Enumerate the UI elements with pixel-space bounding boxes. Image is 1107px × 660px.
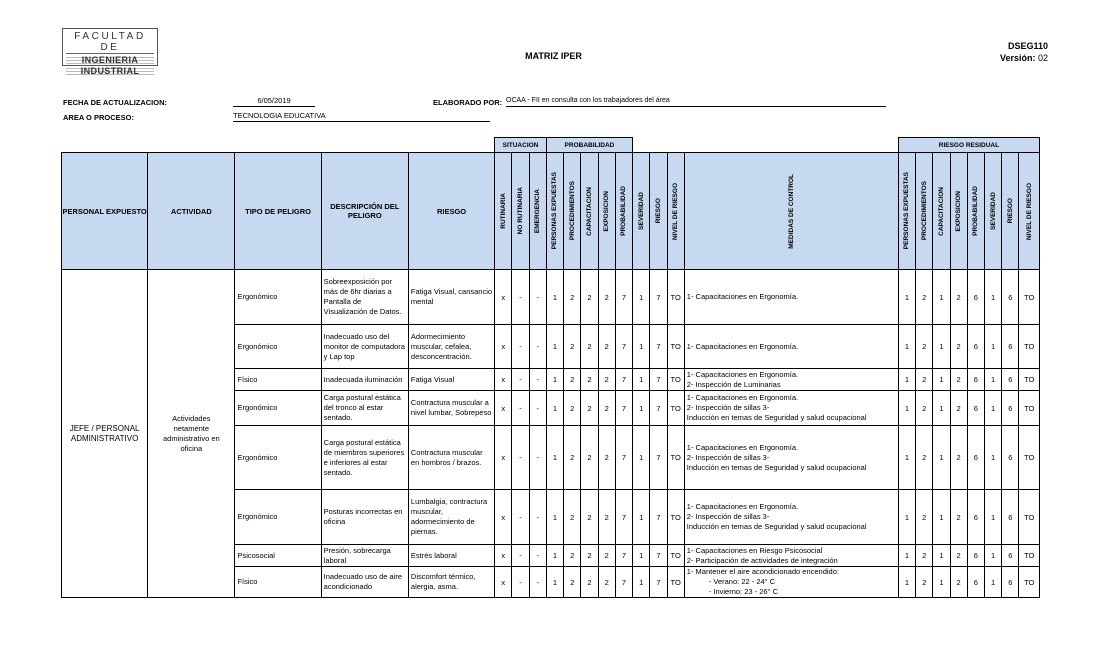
cell-niv: TO bbox=[667, 270, 684, 325]
cell-rie: 7 bbox=[650, 270, 667, 325]
cell-prob: 7 bbox=[615, 369, 632, 391]
cell-r-cap: 1 bbox=[933, 426, 950, 490]
cell-r-prob: 6 bbox=[967, 426, 984, 490]
cell-r-sev: 1 bbox=[984, 369, 1001, 391]
cell-r-pe: 1 bbox=[898, 369, 915, 391]
logo-line-3: INDUSTRIAL bbox=[66, 66, 154, 76]
descripcion-peligro-cell: Inadecuado uso del monitor de computadora y Lap top bbox=[321, 325, 408, 369]
cell-cap: 2 bbox=[581, 369, 598, 391]
cell-proc: 2 bbox=[564, 426, 581, 490]
header-personal-expuesto: PERSONAL EXPUESTO bbox=[62, 153, 148, 270]
medida-line: 1- Capacitaciones en Ergonomía. bbox=[686, 502, 799, 511]
cell-sev: 1 bbox=[633, 490, 650, 545]
cell-emer: - bbox=[529, 369, 546, 391]
cell-r-pe: 1 bbox=[898, 490, 915, 545]
cell-norut: - bbox=[512, 270, 529, 325]
cell-exp: 2 bbox=[598, 426, 615, 490]
iper-matrix-table bbox=[61, 137, 1040, 598]
header-actividad: ACTIVIDAD bbox=[148, 153, 235, 270]
cell-rut: x bbox=[495, 545, 512, 567]
header-tipo-peligro: TIPO DE PELIGRO bbox=[235, 153, 321, 270]
cell-emer: - bbox=[529, 325, 546, 369]
cell-r-proc: 2 bbox=[916, 567, 933, 598]
cell-niv: TO bbox=[667, 369, 684, 391]
cell-rut: x bbox=[495, 567, 512, 598]
cell-cap: 2 bbox=[581, 391, 598, 426]
cell-sev: 1 bbox=[633, 325, 650, 369]
cell-r-sev: 1 bbox=[984, 325, 1001, 369]
cell-r-pe: 1 bbox=[898, 545, 915, 567]
cell-rie: 7 bbox=[650, 369, 667, 391]
cell-norut: - bbox=[512, 325, 529, 369]
cell-rut: x bbox=[495, 391, 512, 426]
cell-rut: x bbox=[495, 325, 512, 369]
header-exposicion: EXPOSICION bbox=[598, 153, 615, 270]
cell-r-sev: 1 bbox=[984, 426, 1001, 490]
cell-r-prob: 6 bbox=[967, 369, 984, 391]
cell-pe: 1 bbox=[546, 391, 563, 426]
medidas-control-cell bbox=[684, 545, 898, 567]
medida-line: 1- Capacitaciones en Ergonomía. bbox=[686, 442, 799, 452]
cell-r-exp: 2 bbox=[950, 490, 967, 545]
group-probabilidad: PROBABILIDAD bbox=[546, 138, 632, 153]
cell-rie: 7 bbox=[650, 490, 667, 545]
cell-r-proc: 2 bbox=[916, 270, 933, 325]
cell-exp: 2 bbox=[598, 325, 615, 369]
cell-niv: TO bbox=[667, 391, 684, 426]
tipo-peligro-cell: Ergonómico bbox=[235, 426, 321, 490]
cell-r-rie: 6 bbox=[1002, 545, 1019, 567]
cell-niv: TO bbox=[667, 325, 684, 369]
cell-rie: 7 bbox=[650, 391, 667, 426]
cell-pe: 1 bbox=[546, 369, 563, 391]
cell-r-exp: 2 bbox=[950, 545, 967, 567]
table-row bbox=[62, 270, 1040, 325]
cell-sev: 1 bbox=[633, 567, 650, 598]
header-probabilidad: PROBABILIDAD bbox=[615, 153, 632, 270]
cell-proc: 2 bbox=[564, 490, 581, 545]
cell-rut: x bbox=[495, 490, 512, 545]
iper-table-body bbox=[62, 270, 1040, 598]
descripcion-peligro-cell: Posturas incorrectas en oficina bbox=[321, 490, 408, 545]
cell-sev: 1 bbox=[633, 391, 650, 426]
medida-line: Inducción en temas de Seguridad y salud ocupacional bbox=[686, 522, 867, 531]
cell-r-pe: 1 bbox=[898, 391, 915, 426]
medida-line: 1- Mantener el aire acondicionado encendido: bbox=[686, 567, 839, 576]
fecha-label: FECHA DE ACTUALIZACION: bbox=[63, 98, 168, 107]
cell-r-sev: 1 bbox=[984, 567, 1001, 598]
cell-r-proc: 2 bbox=[916, 391, 933, 426]
personal-expuesto-cell: JEFE / PERSONAL ADMINISTRATIVO bbox=[62, 270, 148, 598]
medida-line: 1- Capacitaciones en Ergonomía. bbox=[686, 369, 799, 379]
cell-r-proc: 2 bbox=[916, 490, 933, 545]
cell-cap: 2 bbox=[581, 490, 598, 545]
cell-r-proc: 2 bbox=[916, 325, 933, 369]
logo-line-1: FACULTAD DE bbox=[66, 31, 154, 54]
medida-line: 2- Inspección de Luminarias bbox=[686, 379, 781, 389]
cell-sev: 1 bbox=[633, 545, 650, 567]
area-label: AREA O PROCESO: bbox=[63, 113, 134, 122]
cell-cap: 2 bbox=[581, 426, 598, 490]
cell-prob: 7 bbox=[615, 567, 632, 598]
cell-prob: 7 bbox=[615, 391, 632, 426]
cell-rie: 7 bbox=[650, 325, 667, 369]
header-personas-expuestas: PERSONAS EXPUESTAS bbox=[546, 153, 563, 270]
cell-prob: 7 bbox=[615, 426, 632, 490]
cell-niv: TO bbox=[667, 545, 684, 567]
cell-cap: 2 bbox=[581, 545, 598, 567]
cell-r-rie: 6 bbox=[1002, 369, 1019, 391]
cell-exp: 2 bbox=[598, 270, 615, 325]
cell-sev: 1 bbox=[633, 270, 650, 325]
medida-line: 2- Inspección de sillas 3- bbox=[686, 452, 770, 462]
cell-pe: 1 bbox=[546, 325, 563, 369]
cell-emer: - bbox=[529, 391, 546, 426]
cell-niv: TO bbox=[667, 567, 684, 598]
cell-r-niv: TO bbox=[1019, 490, 1040, 545]
cell-emer: - bbox=[529, 270, 546, 325]
medidas-control-cell bbox=[684, 490, 898, 545]
descripcion-peligro-cell: Presión, sobrecarga laboral bbox=[321, 545, 408, 567]
header-no-rutinaria: NO RUTINARIA bbox=[512, 153, 529, 270]
medida-line: - Verano: 22 - 24° C bbox=[708, 577, 776, 586]
riesgo-cell: Fatiga Visual bbox=[408, 369, 494, 391]
cell-rut: x bbox=[495, 270, 512, 325]
cell-r-rie: 6 bbox=[1002, 391, 1019, 426]
cell-r-niv: TO bbox=[1019, 369, 1040, 391]
cell-r-rie: 6 bbox=[1002, 325, 1019, 369]
medidas-control-cell bbox=[684, 567, 898, 598]
cell-exp: 2 bbox=[598, 545, 615, 567]
cell-r-rie: 6 bbox=[1002, 567, 1019, 598]
cell-r-exp: 2 bbox=[950, 567, 967, 598]
medida-line: Inducción en temas de Seguridad y salud ocupacional bbox=[686, 413, 867, 422]
logo-line-2: INGENIERIA bbox=[66, 55, 154, 65]
medida-line: 2- Inspección de sillas 3- bbox=[686, 403, 770, 412]
header-residual-procedimientos: PROCEDIMIENTOS bbox=[916, 153, 933, 270]
cell-sev: 1 bbox=[633, 369, 650, 391]
elaborado-value: OCAA - FII en consulta con los trabajadores del área bbox=[506, 96, 886, 107]
cell-r-sev: 1 bbox=[984, 490, 1001, 545]
cell-emer: - bbox=[529, 545, 546, 567]
cell-r-niv: TO bbox=[1019, 325, 1040, 369]
version-label: Versión: bbox=[999, 53, 1036, 63]
riesgo-cell: Fatiga Visual, cansancio mental bbox=[408, 270, 494, 325]
cell-rut: x bbox=[495, 369, 512, 391]
medida-line: 2- Inspección de sillas 3- bbox=[686, 512, 770, 521]
cell-r-niv: TO bbox=[1019, 270, 1040, 325]
cell-r-cap: 1 bbox=[933, 325, 950, 369]
cell-r-exp: 2 bbox=[950, 270, 967, 325]
cell-r-prob: 6 bbox=[967, 270, 984, 325]
cell-r-rie: 6 bbox=[1002, 490, 1019, 545]
cell-r-prob: 6 bbox=[967, 391, 984, 426]
cell-r-sev: 1 bbox=[984, 391, 1001, 426]
cell-sev: 1 bbox=[633, 426, 650, 490]
header-riesgo: RIESGO bbox=[408, 153, 494, 270]
cell-rie: 7 bbox=[650, 567, 667, 598]
cell-r-cap: 1 bbox=[933, 369, 950, 391]
tipo-peligro-cell: Ergonómico bbox=[235, 270, 321, 325]
cell-r-niv: TO bbox=[1019, 391, 1040, 426]
medida-line: 1- Capacitaciones en Ergonomía. bbox=[686, 292, 799, 301]
cell-emer: - bbox=[529, 490, 546, 545]
cell-exp: 2 bbox=[598, 391, 615, 426]
cell-cap: 2 bbox=[581, 325, 598, 369]
medidas-control-cell bbox=[684, 325, 898, 369]
cell-r-pe: 1 bbox=[898, 270, 915, 325]
cell-cap: 2 bbox=[581, 270, 598, 325]
cell-r-proc: 2 bbox=[916, 426, 933, 490]
cell-exp: 2 bbox=[598, 369, 615, 391]
actividad-cell: Actividades netamente administrativo en oficina bbox=[148, 270, 235, 598]
cell-proc: 2 bbox=[564, 567, 581, 598]
cell-niv: TO bbox=[667, 490, 684, 545]
descripcion-peligro-cell: Sobreexposición por más de 6hr diarias a Pantalla de Visualización de Datos. bbox=[321, 270, 408, 325]
descripcion-peligro-cell: Inadecuada iluminación bbox=[321, 369, 408, 391]
elaborado-label: ELABORADO POR: bbox=[433, 98, 503, 107]
cell-norut: - bbox=[512, 545, 529, 567]
medida-line: Inducción en temas de Seguridad y salud ocupacional bbox=[686, 462, 867, 472]
cell-cap: 2 bbox=[581, 567, 598, 598]
riesgo-cell: Contractura muscular a nivel lumbar, Sobrepeso bbox=[408, 391, 494, 426]
cell-pe: 1 bbox=[546, 490, 563, 545]
tipo-peligro-cell: Ergonómico bbox=[235, 391, 321, 426]
riesgo-cell: Adormecimiento muscular, cefalea, desconcentración. bbox=[408, 325, 494, 369]
cell-rut: x bbox=[495, 426, 512, 490]
cell-r-rie: 6 bbox=[1002, 426, 1019, 490]
cell-r-pe: 1 bbox=[898, 567, 915, 598]
cell-norut: - bbox=[512, 369, 529, 391]
cell-r-niv: TO bbox=[1019, 567, 1040, 598]
cell-r-pe: 1 bbox=[898, 426, 915, 490]
cell-r-prob: 6 bbox=[967, 490, 984, 545]
cell-emer: - bbox=[529, 567, 546, 598]
group-riesgo-residual: RIESGO RESIDUAL bbox=[898, 138, 1039, 153]
header-rutinaria: RUTINARIA bbox=[495, 153, 512, 270]
document-code: DSEG110 bbox=[1007, 41, 1048, 51]
medida-line: 1- Capacitaciones en Ergonomía. bbox=[686, 393, 799, 402]
header-residual-nivel-riesgo: NIVEL DE RIESGO bbox=[1019, 153, 1040, 270]
cell-niv: TO bbox=[667, 426, 684, 490]
cell-proc: 2 bbox=[564, 545, 581, 567]
cell-exp: 2 bbox=[598, 567, 615, 598]
document-code-block bbox=[1000, 40, 1048, 64]
descripcion-peligro-cell: Inadecuado uso de aire acondicionado bbox=[321, 567, 408, 598]
header-riesgo-vertical: RIESGO bbox=[650, 153, 667, 270]
cell-rie: 7 bbox=[650, 426, 667, 490]
header-procedimientos: PROCEDIMIENTOS bbox=[564, 153, 581, 270]
cell-norut: - bbox=[512, 426, 529, 490]
cell-proc: 2 bbox=[564, 270, 581, 325]
riesgo-cell: Lumbalgia, contractura muscular, adormecimiento de piernas. bbox=[408, 490, 494, 545]
cell-prob: 7 bbox=[615, 490, 632, 545]
group-situacion: SITUACION bbox=[495, 138, 547, 153]
riesgo-cell: Contractura muscular en hombros / brazos. bbox=[408, 426, 494, 490]
tipo-peligro-cell: Físico bbox=[235, 369, 321, 391]
riesgo-cell: Estrés laboral bbox=[408, 545, 494, 567]
cell-r-niv: TO bbox=[1019, 545, 1040, 567]
fecha-value: 6/05/2019 bbox=[233, 96, 315, 107]
version-value: 02 bbox=[1037, 53, 1048, 63]
tipo-peligro-cell: Físico bbox=[235, 567, 321, 598]
descripcion-peligro-cell: Carga postural estática del tronco al estar sentado. bbox=[321, 391, 408, 426]
tipo-peligro-cell: Ergonómico bbox=[235, 490, 321, 545]
medidas-control-cell bbox=[684, 391, 898, 426]
header-residual-riesgo: RIESGO bbox=[1002, 153, 1019, 270]
header-residual-capacitacion: CAPACITACION bbox=[933, 153, 950, 270]
cell-pe: 1 bbox=[546, 426, 563, 490]
cell-rie: 7 bbox=[650, 545, 667, 567]
medida-line: - Invierno: 23 - 26° C bbox=[708, 587, 779, 596]
cell-r-niv: TO bbox=[1019, 426, 1040, 490]
riesgo-cell: Discomfort térmico, alergia, asma. bbox=[408, 567, 494, 598]
header-severidad: SEVERIDAD bbox=[633, 153, 650, 270]
cell-r-exp: 2 bbox=[950, 369, 967, 391]
cell-proc: 2 bbox=[564, 325, 581, 369]
cell-prob: 7 bbox=[615, 325, 632, 369]
header-capacitacion: CAPACITACION bbox=[581, 153, 598, 270]
cell-r-proc: 2 bbox=[916, 369, 933, 391]
medida-line: 1- Capacitaciones en Riesgo Psicosocial bbox=[686, 545, 823, 555]
cell-norut: - bbox=[512, 391, 529, 426]
header-residual-severidad: SEVERIDAD bbox=[984, 153, 1001, 270]
cell-proc: 2 bbox=[564, 369, 581, 391]
cell-r-exp: 2 bbox=[950, 391, 967, 426]
cell-r-prob: 6 bbox=[967, 567, 984, 598]
document-title: MATRIZ IPER bbox=[525, 51, 582, 61]
area-value: TECNOLOGIA EDUCATIVA bbox=[233, 111, 490, 122]
medida-line: 1- Capacitaciones en Ergonomía. bbox=[686, 341, 799, 351]
cell-prob: 7 bbox=[615, 270, 632, 325]
medida-line: 2- Participación de actividades de integración bbox=[686, 555, 838, 565]
header-nivel-riesgo: NIVEL DE RIESGO bbox=[667, 153, 684, 270]
cell-r-prob: 6 bbox=[967, 325, 984, 369]
cell-pe: 1 bbox=[546, 545, 563, 567]
cell-pe: 1 bbox=[546, 567, 563, 598]
cell-r-proc: 2 bbox=[916, 545, 933, 567]
cell-prob: 7 bbox=[615, 545, 632, 567]
header-residual-personas-expuestas: PERSONAS EXPUESTAS bbox=[898, 153, 915, 270]
tipo-peligro-cell: Ergonómico bbox=[235, 325, 321, 369]
cell-r-cap: 1 bbox=[933, 270, 950, 325]
header-descripcion-peligro: DESCRIPCIÓN DEL PELIGRO bbox=[321, 153, 408, 270]
cell-r-rie: 6 bbox=[1002, 270, 1019, 325]
cell-exp: 2 bbox=[598, 490, 615, 545]
version-line bbox=[1000, 52, 1048, 64]
header-residual-probabilidad: PROBABILIDAD bbox=[967, 153, 984, 270]
medidas-control-cell bbox=[684, 270, 898, 325]
cell-r-sev: 1 bbox=[984, 270, 1001, 325]
cell-r-cap: 1 bbox=[933, 490, 950, 545]
header-emergencia: EMERGENCIA bbox=[529, 153, 546, 270]
cell-r-sev: 1 bbox=[984, 545, 1001, 567]
cell-proc: 2 bbox=[564, 391, 581, 426]
cell-norut: - bbox=[512, 567, 529, 598]
header-medidas-control: MEDIDAS DE CONTROL bbox=[684, 153, 898, 270]
cell-norut: - bbox=[512, 490, 529, 545]
header-residual-exposicion: EXPOSICION bbox=[950, 153, 967, 270]
cell-r-cap: 1 bbox=[933, 567, 950, 598]
cell-r-cap: 1 bbox=[933, 391, 950, 426]
cell-r-cap: 1 bbox=[933, 545, 950, 567]
cell-emer: - bbox=[529, 426, 546, 490]
cell-r-exp: 2 bbox=[950, 325, 967, 369]
cell-r-exp: 2 bbox=[950, 426, 967, 490]
tipo-peligro-cell: Psicosocial bbox=[235, 545, 321, 567]
medidas-control-cell bbox=[684, 369, 898, 391]
cell-r-prob: 6 bbox=[967, 545, 984, 567]
cell-pe: 1 bbox=[546, 270, 563, 325]
cell-r-pe: 1 bbox=[898, 325, 915, 369]
descripcion-peligro-cell: Carga postural estática de miembros superiores e inferiores al estar sentado. bbox=[321, 426, 408, 490]
medidas-control-cell bbox=[684, 426, 898, 490]
